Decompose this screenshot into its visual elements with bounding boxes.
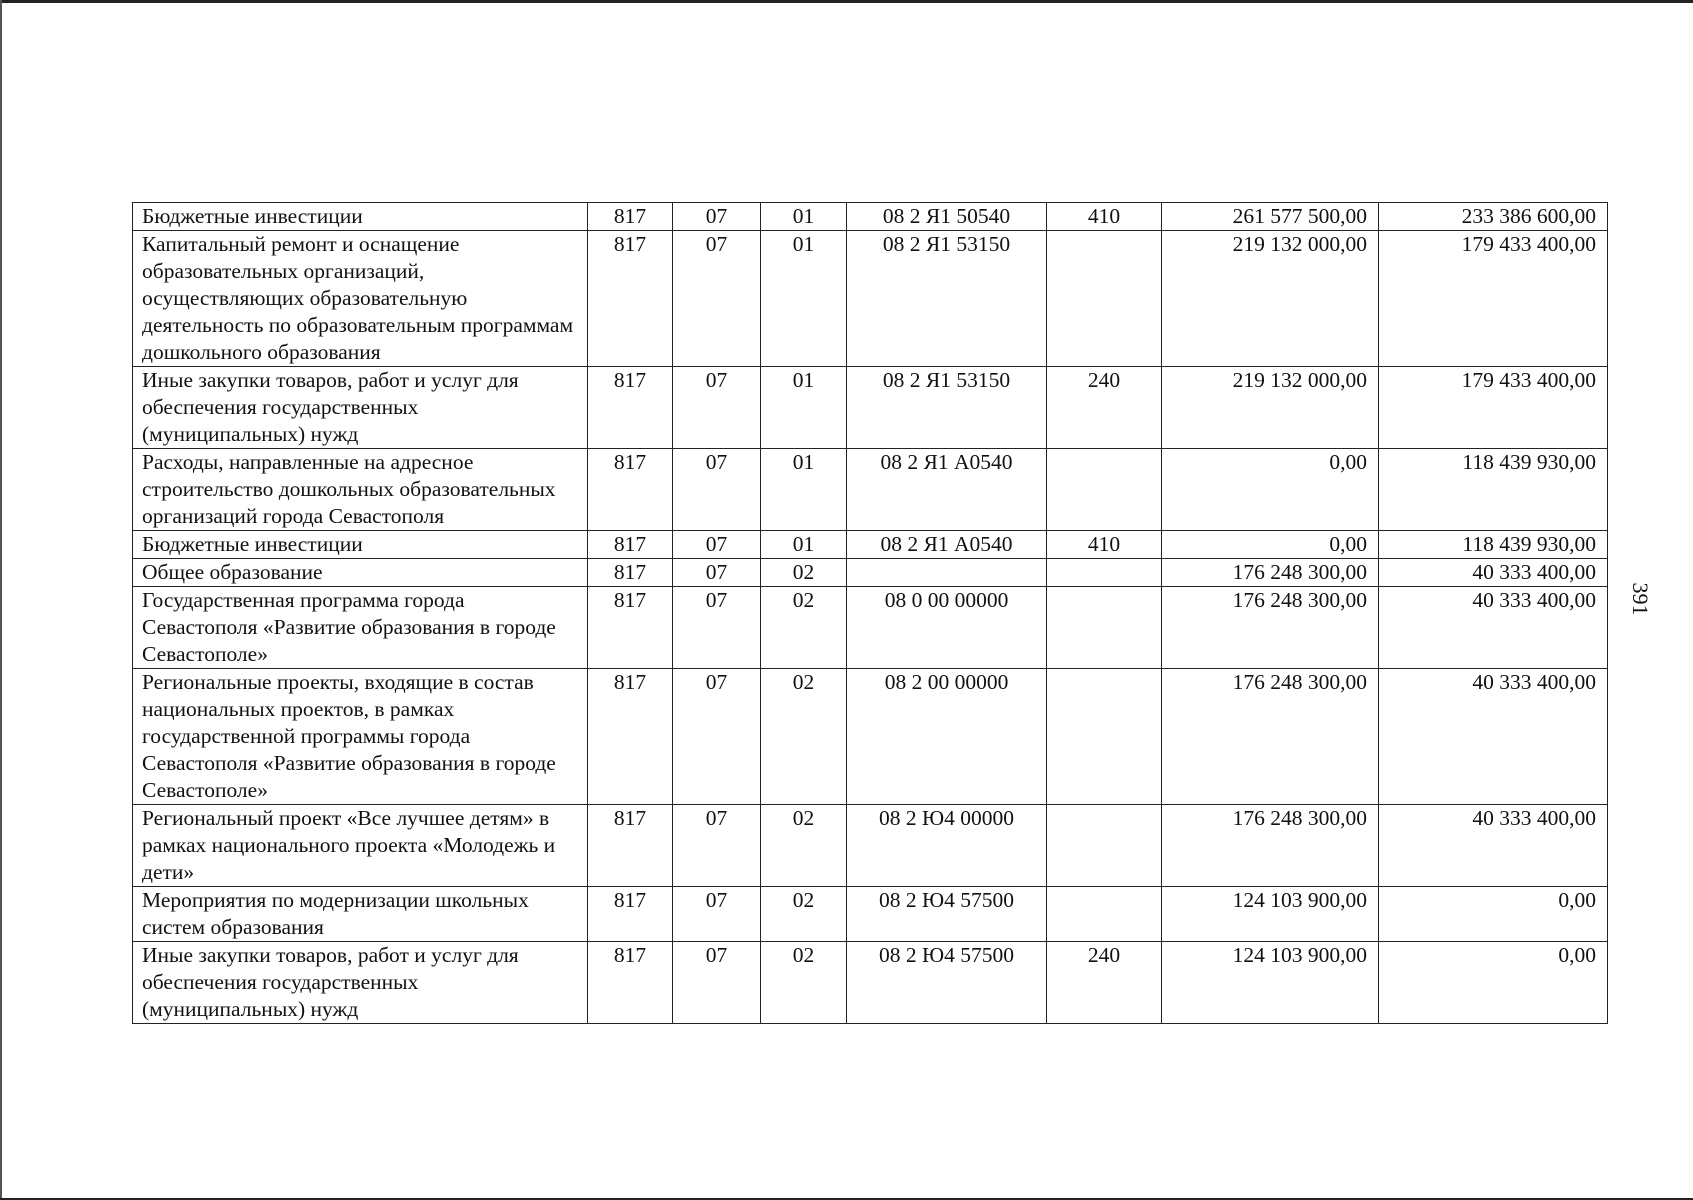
table-row [133, 231, 1608, 367]
section-cell: 07 [673, 559, 761, 587]
amount-year2-cell: 40 333 400,00 [1379, 559, 1608, 587]
table-row [133, 805, 1608, 887]
amount-year1-cell: 0,00 [1162, 531, 1379, 559]
section-cell: 07 [673, 203, 761, 231]
expense-type-cell [1047, 887, 1162, 942]
amount-year1-cell: 124 103 900,00 [1162, 887, 1379, 942]
expense-type-cell: 410 [1047, 203, 1162, 231]
amount-year1-cell: 124 103 900,00 [1162, 942, 1379, 1024]
expense-type-cell [1047, 805, 1162, 887]
grbs-cell: 817 [588, 887, 673, 942]
table-row [133, 942, 1608, 1024]
subsection-cell: 01 [761, 531, 847, 559]
section-cell: 07 [673, 531, 761, 559]
grbs-cell: 817 [588, 587, 673, 669]
grbs-cell: 817 [588, 367, 673, 449]
amount-year1-cell: 261 577 500,00 [1162, 203, 1379, 231]
grbs-cell: 817 [588, 449, 673, 531]
row-name-cell: Капитальный ремонт и оснащение образовательных организаций, осуществляющих образовательную деятельность по образовательным программам дошкольного образования [133, 231, 588, 367]
target-article-cell: 08 2 Я1 А0540 [847, 449, 1047, 531]
subsection-cell: 02 [761, 669, 847, 805]
grbs-cell: 817 [588, 669, 673, 805]
amount-year2-cell: 118 439 930,00 [1379, 531, 1608, 559]
table-row [133, 669, 1608, 805]
subsection-cell: 02 [761, 942, 847, 1024]
expense-type-cell [1047, 587, 1162, 669]
table-body [133, 203, 1608, 1024]
table-row [133, 559, 1608, 587]
target-article-cell: 08 2 Ю4 57500 [847, 942, 1047, 1024]
row-name-cell: Региональные проекты, входящие в состав национальных проектов, в рамках государственной программы города Севастополя «Развитие образования в городе Севастополе» [133, 669, 588, 805]
table-row [133, 449, 1608, 531]
amount-year1-cell: 176 248 300,00 [1162, 669, 1379, 805]
table-row [133, 203, 1608, 231]
section-cell: 07 [673, 942, 761, 1024]
grbs-cell: 817 [588, 559, 673, 587]
section-cell: 07 [673, 587, 761, 669]
row-name-cell: Иные закупки товаров, работ и услуг для обеспечения государственных (муниципальных) нужд [133, 367, 588, 449]
subsection-cell: 02 [761, 887, 847, 942]
expense-type-cell: 240 [1047, 367, 1162, 449]
row-name-cell: Бюджетные инвестиции [133, 531, 588, 559]
subsection-cell: 01 [761, 231, 847, 367]
amount-year1-cell: 176 248 300,00 [1162, 587, 1379, 669]
scan-border-top [0, 0, 1693, 3]
section-cell: 07 [673, 887, 761, 942]
target-article-cell: 08 2 Ю4 57500 [847, 887, 1047, 942]
expense-type-cell [1047, 669, 1162, 805]
page-number: 391 [1628, 582, 1653, 616]
subsection-cell: 01 [761, 203, 847, 231]
amount-year1-cell: 0,00 [1162, 449, 1379, 531]
amount-year2-cell: 0,00 [1379, 887, 1608, 942]
target-article-cell: 08 2 00 00000 [847, 669, 1047, 805]
table-row [133, 587, 1608, 669]
table-row [133, 367, 1608, 449]
target-article-cell: 08 2 Я1 53150 [847, 367, 1047, 449]
amount-year2-cell: 118 439 930,00 [1379, 449, 1608, 531]
row-name-cell: Мероприятия по модернизации школьных систем образования [133, 887, 588, 942]
target-article-cell: 08 2 Ю4 00000 [847, 805, 1047, 887]
expense-type-cell: 410 [1047, 531, 1162, 559]
amount-year1-cell: 176 248 300,00 [1162, 805, 1379, 887]
target-article-cell: 08 2 Я1 А0540 [847, 531, 1047, 559]
row-name-cell: Расходы, направленные на адресное строительство дошкольных образовательных организаций города Севастополя [133, 449, 588, 531]
row-name-cell: Общее образование [133, 559, 588, 587]
grbs-cell: 817 [588, 805, 673, 887]
expense-type-cell: 240 [1047, 942, 1162, 1024]
grbs-cell: 817 [588, 531, 673, 559]
target-article-cell: 08 2 Я1 50540 [847, 203, 1047, 231]
row-name-cell: Бюджетные инвестиции [133, 203, 588, 231]
row-name-cell: Региональный проект «Все лучшее детям» в рамках национального проекта «Молодежь и дети» [133, 805, 588, 887]
expense-type-cell [1047, 231, 1162, 367]
grbs-cell: 817 [588, 231, 673, 367]
amount-year2-cell: 40 333 400,00 [1379, 587, 1608, 669]
subsection-cell: 02 [761, 587, 847, 669]
section-cell: 07 [673, 367, 761, 449]
target-article-cell [847, 559, 1047, 587]
amount-year2-cell: 40 333 400,00 [1379, 669, 1608, 805]
subsection-cell: 01 [761, 367, 847, 449]
expense-type-cell [1047, 559, 1162, 587]
target-article-cell: 08 0 00 00000 [847, 587, 1047, 669]
row-name-cell: Государственная программа города Севастополя «Развитие образования в городе Севастополе» [133, 587, 588, 669]
subsection-cell: 02 [761, 559, 847, 587]
subsection-cell: 01 [761, 449, 847, 531]
amount-year2-cell: 179 433 400,00 [1379, 231, 1608, 367]
row-name-cell: Иные закупки товаров, работ и услуг для обеспечения государственных (муниципальных) нужд [133, 942, 588, 1024]
amount-year2-cell: 0,00 [1379, 942, 1608, 1024]
subsection-cell: 02 [761, 805, 847, 887]
section-cell: 07 [673, 231, 761, 367]
budget-table [132, 202, 1608, 1024]
target-article-cell: 08 2 Я1 53150 [847, 231, 1047, 367]
table-row [133, 531, 1608, 559]
section-cell: 07 [673, 449, 761, 531]
section-cell: 07 [673, 669, 761, 805]
amount-year2-cell: 179 433 400,00 [1379, 367, 1608, 449]
grbs-cell: 817 [588, 942, 673, 1024]
expense-type-cell [1047, 449, 1162, 531]
amount-year1-cell: 219 132 000,00 [1162, 231, 1379, 367]
grbs-cell: 817 [588, 203, 673, 231]
amount-year1-cell: 219 132 000,00 [1162, 367, 1379, 449]
amount-year2-cell: 233 386 600,00 [1379, 203, 1608, 231]
amount-year1-cell: 176 248 300,00 [1162, 559, 1379, 587]
section-cell: 07 [673, 805, 761, 887]
amount-year2-cell: 40 333 400,00 [1379, 805, 1608, 887]
scan-border-left [0, 0, 2, 1200]
table-row [133, 887, 1608, 942]
